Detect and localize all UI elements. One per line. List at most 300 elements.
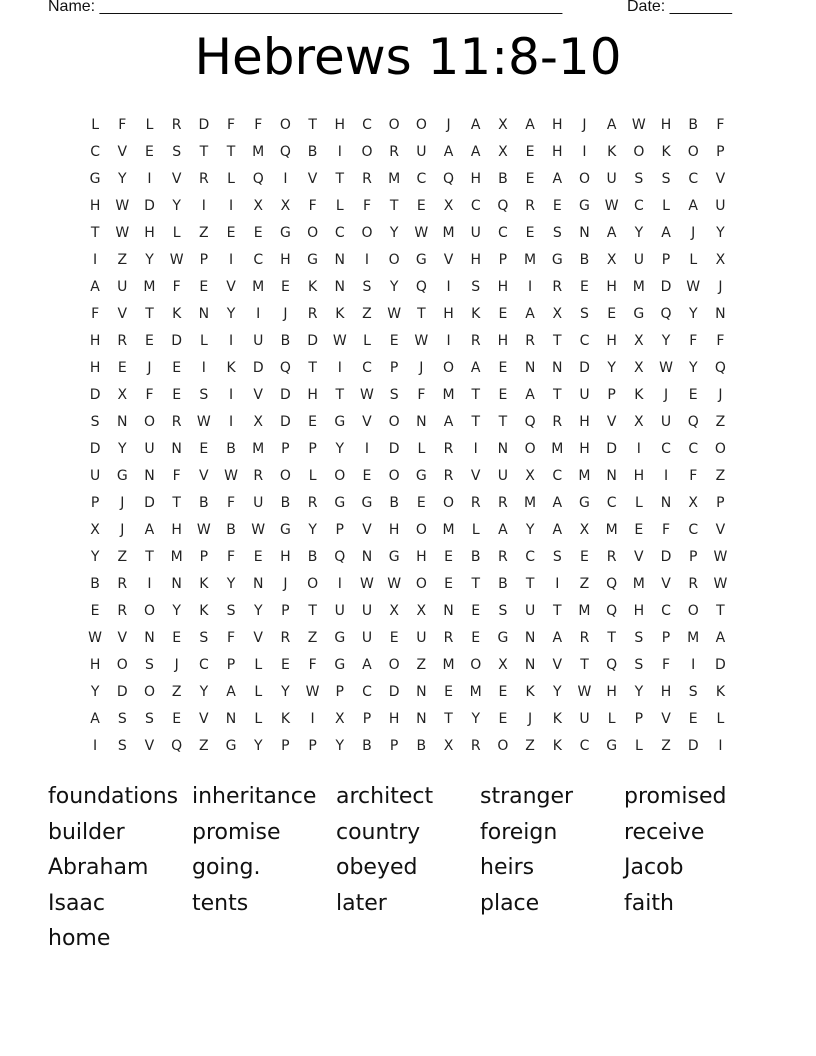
grid-letter[interactable]: A [498, 522, 509, 538]
grid-letter[interactable]: F [172, 279, 182, 295]
grid-letter[interactable]: L [172, 225, 182, 241]
grid-letter[interactable]: V [634, 549, 645, 565]
word-search-grid[interactable] [82, 112, 735, 760]
grid-letter[interactable]: I [364, 441, 371, 457]
grid-letter[interactable]: V [144, 738, 156, 754]
grid-letter[interactable]: E [362, 468, 373, 484]
grid-letter[interactable]: P [498, 252, 509, 268]
grid-letter[interactable]: T [308, 603, 318, 619]
grid-letter[interactable]: X [634, 414, 645, 430]
grid-letter[interactable]: N [252, 576, 265, 592]
grid-letter[interactable]: T [172, 495, 182, 511]
grid-letter[interactable]: H [280, 252, 292, 268]
grid-letter[interactable]: O [388, 414, 401, 430]
grid-letter[interactable]: T [308, 360, 318, 376]
grid-letter[interactable]: Q [334, 549, 347, 565]
grid-letter[interactable]: J [120, 522, 126, 538]
grid-letter[interactable]: O [334, 468, 347, 484]
grid-letter[interactable]: C [362, 684, 373, 700]
grid-letter[interactable]: L [308, 468, 318, 484]
grid-letter[interactable]: T [553, 333, 563, 349]
grid-letter[interactable]: S [580, 306, 590, 322]
grid-letter[interactable]: G [116, 468, 129, 484]
grid-letter[interactable]: E [172, 360, 183, 376]
grid-letter[interactable]: C [606, 495, 618, 511]
grid-letter[interactable]: G [579, 495, 591, 511]
grid-letter[interactable]: G [633, 306, 646, 322]
grid-letter[interactable]: X [416, 603, 428, 619]
grid-letter[interactable]: E [525, 171, 536, 187]
grid-letter[interactable]: H [388, 711, 401, 727]
grid-letter[interactable]: F [254, 117, 264, 133]
grid-letter[interactable]: H [660, 117, 673, 133]
grid-letter[interactable]: F [716, 333, 726, 349]
grid-letter[interactable]: R [525, 333, 536, 349]
grid-letter[interactable]: X [498, 117, 509, 133]
grid-letter[interactable]: M [605, 522, 619, 538]
grid-letter[interactable]: X [334, 711, 346, 727]
grid-letter[interactable]: O [633, 144, 646, 160]
grid-letter[interactable]: H [552, 117, 564, 133]
grid-letter[interactable]: I [93, 738, 99, 754]
grid-letter[interactable]: V [362, 414, 373, 430]
grid-letter[interactable]: P [362, 711, 373, 727]
grid-letter[interactable]: I [636, 441, 642, 457]
grid-letter[interactable]: V [199, 468, 210, 484]
grid-letter[interactable]: I [718, 738, 724, 754]
grid-letter[interactable]: G [334, 495, 347, 511]
grid-letter[interactable]: B [307, 144, 319, 160]
grid-letter[interactable]: N [606, 468, 618, 484]
grid-letter[interactable]: S [688, 684, 699, 700]
grid-letter[interactable]: B [688, 117, 700, 133]
grid-letter[interactable]: P [90, 495, 101, 511]
grid-letter[interactable]: K [552, 711, 563, 727]
grid-letter[interactable]: T [199, 144, 210, 160]
grid-letter[interactable]: G [579, 198, 591, 214]
grid-letter[interactable]: T [335, 387, 346, 403]
grid-letter[interactable]: F [689, 468, 699, 484]
grid-letter[interactable]: K [634, 387, 645, 403]
grid-letter[interactable]: Y [118, 441, 128, 457]
grid-letter[interactable]: J [718, 279, 724, 295]
grid-letter[interactable]: S [226, 603, 237, 619]
grid-letter[interactable]: M [442, 225, 456, 241]
grid-letter[interactable]: F [362, 198, 372, 214]
grid-letter[interactable]: L [634, 738, 644, 754]
grid-letter[interactable]: X [579, 522, 591, 538]
grid-letter[interactable]: D [606, 441, 619, 457]
grid-letter[interactable]: A [470, 144, 482, 160]
grid-letter[interactable]: H [416, 549, 428, 565]
grid-letter[interactable]: A [552, 171, 564, 187]
grid-letter[interactable]: Q [687, 414, 700, 430]
grid-letter[interactable]: Y [199, 684, 210, 700]
grid-letter[interactable]: E [172, 387, 183, 403]
grid-letter[interactable]: R [117, 333, 129, 349]
grid-letter[interactable]: D [89, 441, 102, 457]
grid-letter[interactable]: I [147, 171, 153, 187]
grid-letter[interactable]: H [470, 252, 482, 268]
grid-letter[interactable]: V [226, 279, 237, 295]
grid-letter[interactable]: Q [606, 576, 619, 592]
grid-letter[interactable]: Y [226, 306, 237, 322]
grid-letter[interactable]: S [471, 279, 482, 295]
grid-letter[interactable]: D [579, 360, 591, 376]
grid-letter[interactable]: R [606, 549, 618, 565]
grid-letter[interactable]: U [89, 468, 102, 484]
grid-letter[interactable]: I [93, 252, 99, 268]
grid-letter[interactable]: R [552, 414, 564, 430]
grid-letter[interactable]: F [308, 198, 318, 214]
grid-letter[interactable]: U [606, 171, 618, 187]
grid-letter[interactable]: O [415, 522, 428, 538]
grid-letter[interactable]: V [362, 522, 373, 538]
grid-letter[interactable]: N [524, 657, 537, 673]
grid-letter[interactable]: Q [252, 171, 265, 187]
grid-letter[interactable]: C [525, 549, 536, 565]
grid-letter[interactable]: C [198, 657, 210, 673]
grid-letter[interactable]: T [389, 198, 400, 214]
grid-letter[interactable]: L [607, 711, 617, 727]
grid-letter[interactable]: O [279, 468, 292, 484]
grid-letter[interactable]: J [582, 117, 588, 133]
grid-letter[interactable]: N [171, 441, 183, 457]
grid-letter[interactable]: W [414, 333, 430, 349]
grid-letter[interactable]: R [362, 171, 373, 187]
grid-letter[interactable]: Y [634, 225, 645, 241]
grid-letter[interactable]: Z [117, 549, 129, 565]
grid-letter[interactable]: A [552, 495, 564, 511]
grid-letter[interactable]: R [443, 630, 455, 646]
grid-letter[interactable]: R [171, 414, 183, 430]
grid-letter[interactable]: H [89, 657, 102, 673]
grid-letter[interactable]: I [446, 279, 452, 295]
grid-letter[interactable]: P [389, 360, 400, 376]
grid-letter[interactable]: N [225, 711, 238, 727]
grid-letter[interactable]: Y [253, 738, 264, 754]
grid-letter[interactable]: U [470, 225, 482, 241]
grid-letter[interactable]: Y [308, 522, 318, 538]
grid-letter[interactable]: R [389, 144, 401, 160]
grid-letter[interactable]: K [525, 684, 536, 700]
grid-letter[interactable]: V [552, 657, 564, 673]
grid-letter[interactable]: W [577, 684, 593, 700]
grid-letter[interactable]: Y [90, 684, 101, 700]
grid-letter[interactable]: R [443, 468, 455, 484]
grid-letter[interactable]: S [552, 549, 563, 565]
grid-letter[interactable]: P [199, 549, 210, 565]
grid-letter[interactable]: Y [389, 279, 400, 295]
grid-letter[interactable]: N [198, 306, 211, 322]
grid-letter[interactable]: D [388, 441, 401, 457]
grid-letter[interactable]: I [201, 198, 207, 214]
grid-letter[interactable]: E [444, 684, 454, 700]
grid-letter[interactable]: C [416, 171, 428, 187]
grid-letter[interactable]: C [661, 441, 672, 457]
grid-letter[interactable]: C [334, 225, 346, 241]
grid-letter[interactable]: J [120, 495, 126, 511]
grid-letter[interactable]: P [716, 144, 726, 160]
grid-letter[interactable]: A [661, 225, 672, 241]
grid-letter[interactable]: S [172, 144, 183, 160]
grid-letter[interactable]: I [473, 441, 479, 457]
grid-letter[interactable]: V [117, 306, 129, 322]
grid-letter[interactable]: C [498, 225, 509, 241]
grid-letter[interactable]: W [332, 333, 348, 349]
grid-letter[interactable]: R [307, 495, 319, 511]
grid-letter[interactable]: X [634, 333, 645, 349]
grid-letter[interactable]: X [443, 738, 455, 754]
grid-letter[interactable]: R [525, 198, 536, 214]
grid-letter[interactable]: B [280, 333, 292, 349]
grid-letter[interactable]: X [389, 603, 400, 619]
grid-letter[interactable]: S [145, 657, 155, 673]
grid-letter[interactable]: T [607, 630, 617, 646]
grid-letter[interactable]: F [145, 387, 155, 403]
grid-letter[interactable]: U [660, 414, 673, 430]
grid-letter[interactable]: Q [279, 144, 292, 160]
grid-letter[interactable]: Y [226, 576, 237, 592]
grid-letter[interactable]: I [310, 711, 316, 727]
grid-letter[interactable]: K [172, 306, 183, 322]
grid-letter[interactable]: N [117, 414, 129, 430]
grid-letter[interactable]: K [280, 711, 291, 727]
grid-letter[interactable]: K [308, 279, 319, 295]
grid-letter[interactable]: E [389, 333, 400, 349]
grid-letter[interactable]: T [498, 414, 509, 430]
grid-letter[interactable]: R [688, 576, 700, 592]
grid-letter[interactable]: N [524, 630, 537, 646]
grid-letter[interactable]: M [388, 171, 402, 187]
grid-letter[interactable]: W [115, 198, 131, 214]
grid-letter[interactable]: L [254, 657, 264, 673]
grid-letter[interactable]: E [172, 630, 183, 646]
grid-letter[interactable]: N [334, 279, 347, 295]
grid-letter[interactable]: B [280, 495, 292, 511]
grid-letter[interactable]: Q [497, 198, 510, 214]
grid-letter[interactable]: N [497, 441, 510, 457]
grid-letter[interactable]: C [90, 144, 101, 160]
grid-letter[interactable]: Z [199, 738, 210, 754]
grid-letter[interactable]: Y [688, 306, 699, 322]
grid-letter[interactable]: B [470, 549, 482, 565]
grid-letter[interactable]: P [335, 684, 345, 700]
grid-letter[interactable]: C [688, 522, 700, 538]
grid-letter[interactable]: F [662, 657, 672, 673]
grid-letter[interactable]: K [552, 738, 563, 754]
grid-letter[interactable]: W [88, 630, 104, 646]
grid-letter[interactable]: V [253, 630, 264, 646]
grid-letter[interactable]: L [471, 522, 481, 538]
grid-letter[interactable]: R [579, 630, 591, 646]
grid-letter[interactable]: T [417, 306, 427, 322]
grid-letter[interactable]: K [335, 306, 346, 322]
grid-letter[interactable]: O [497, 738, 510, 754]
grid-letter[interactable]: I [446, 333, 452, 349]
grid-letter[interactable]: O [279, 117, 292, 133]
grid-letter[interactable]: W [251, 522, 267, 538]
grid-letter[interactable]: S [389, 387, 400, 403]
grid-letter[interactable]: I [663, 468, 670, 484]
grid-letter[interactable]: Y [281, 684, 291, 700]
grid-letter[interactable]: W [360, 387, 375, 403]
grid-letter[interactable]: E [416, 495, 427, 511]
grid-letter[interactable]: A [443, 414, 455, 430]
grid-letter[interactable]: I [147, 576, 153, 592]
grid-letter[interactable]: W [686, 279, 702, 295]
grid-letter[interactable]: E [688, 711, 699, 727]
grid-letter[interactable]: S [117, 738, 128, 754]
grid-letter[interactable]: F [308, 657, 318, 673]
grid-letter[interactable]: B [199, 495, 210, 511]
grid-letter[interactable]: P [688, 549, 699, 565]
grid-letter[interactable]: U [579, 387, 591, 403]
grid-letter[interactable]: E [90, 603, 101, 619]
grid-letter[interactable]: E [471, 630, 482, 646]
grid-letter[interactable]: Y [172, 198, 182, 214]
grid-letter[interactable]: F [172, 468, 182, 484]
grid-letter[interactable]: E [498, 360, 509, 376]
grid-letter[interactable]: R [307, 306, 319, 322]
grid-letter[interactable]: T [308, 117, 318, 133]
grid-letter[interactable]: O [470, 657, 483, 673]
grid-letter[interactable]: I [555, 576, 561, 592]
grid-letter[interactable]: I [201, 360, 207, 376]
grid-letter[interactable]: N [416, 711, 428, 727]
grid-letter[interactable]: A [443, 144, 455, 160]
grid-letter[interactable]: N [660, 495, 673, 511]
grid-letter[interactable]: O [388, 468, 401, 484]
grid-letter[interactable]: G [415, 252, 428, 268]
grid-letter[interactable]: P [281, 738, 291, 754]
grid-letter[interactable]: W [115, 225, 131, 241]
grid-letter[interactable]: G [361, 495, 374, 511]
grid-letter[interactable]: G [415, 468, 428, 484]
grid-letter[interactable]: F [227, 117, 237, 133]
grid-letter[interactable]: X [443, 198, 455, 214]
grid-letter[interactable]: F [417, 387, 427, 403]
grid-letter[interactable]: I [337, 360, 343, 376]
grid-letter[interactable]: V [661, 576, 672, 592]
grid-letter[interactable]: O [143, 684, 156, 700]
grid-letter[interactable]: C [579, 333, 591, 349]
grid-letter[interactable]: L [689, 252, 699, 268]
grid-letter[interactable]: N [524, 360, 537, 376]
grid-letter[interactable]: H [89, 360, 102, 376]
grid-letter[interactable]: X [90, 522, 101, 538]
grid-letter[interactable]: P [199, 252, 210, 268]
grid-letter[interactable]: Z [117, 252, 129, 268]
grid-letter[interactable]: D [198, 117, 211, 133]
grid-letter[interactable]: X [253, 198, 265, 214]
grid-letter[interactable]: E [634, 522, 645, 538]
grid-letter[interactable]: U [579, 711, 591, 727]
grid-letter[interactable]: V [171, 171, 183, 187]
name-field[interactable]: Name: ____________________________________________________ [48, 0, 563, 15]
grid-letter[interactable]: O [388, 657, 401, 673]
grid-letter[interactable]: W [387, 576, 403, 592]
grid-letter[interactable]: A [90, 711, 101, 727]
grid-letter[interactable]: G [89, 171, 102, 187]
grid-letter[interactable]: J [283, 306, 289, 322]
grid-letter[interactable]: G [388, 549, 401, 565]
grid-letter[interactable]: U [416, 144, 428, 160]
grid-letter[interactable]: M [252, 441, 266, 457]
grid-letter[interactable]: N [416, 414, 428, 430]
grid-letter[interactable]: H [497, 279, 510, 295]
grid-letter[interactable]: U [361, 603, 374, 619]
grid-letter[interactable]: G [307, 252, 320, 268]
grid-letter[interactable]: R [470, 333, 482, 349]
grid-letter[interactable]: H [552, 144, 564, 160]
grid-letter[interactable]: X [525, 468, 536, 484]
grid-letter[interactable]: E [580, 279, 590, 295]
grid-letter[interactable]: A [144, 522, 156, 538]
grid-letter[interactable]: N [144, 630, 156, 646]
grid-letter[interactable]: X [498, 657, 509, 673]
grid-letter[interactable]: C [688, 441, 700, 457]
grid-letter[interactable]: D [715, 657, 727, 673]
grid-letter[interactable]: M [252, 279, 266, 295]
grid-letter[interactable]: N [443, 603, 455, 619]
grid-letter[interactable]: O [415, 576, 428, 592]
grid-letter[interactable]: T [580, 657, 590, 673]
grid-letter[interactable]: H [307, 387, 319, 403]
grid-letter[interactable]: F [118, 117, 128, 133]
grid-letter[interactable]: F [227, 630, 237, 646]
grid-letter[interactable]: J [663, 387, 670, 403]
grid-letter[interactable]: E [688, 387, 699, 403]
grid-letter[interactable]: H [633, 603, 646, 619]
grid-letter[interactable]: B [498, 171, 509, 187]
grid-letter[interactable]: G [279, 522, 292, 538]
grid-letter[interactable]: Q [279, 360, 292, 376]
grid-letter[interactable]: M [551, 441, 565, 457]
grid-letter[interactable]: O [687, 144, 700, 160]
grid-letter[interactable]: C [362, 360, 373, 376]
grid-letter[interactable]: C [552, 468, 564, 484]
grid-letter[interactable]: Y [145, 252, 155, 268]
grid-letter[interactable]: L [199, 333, 209, 349]
grid-letter[interactable]: V [117, 630, 129, 646]
grid-letter[interactable]: L [254, 684, 264, 700]
grid-letter[interactable]: A [552, 630, 564, 646]
grid-letter[interactable]: M [442, 657, 456, 673]
grid-letter[interactable]: S [362, 279, 373, 295]
grid-letter[interactable]: X [117, 387, 129, 403]
grid-letter[interactable]: U [253, 333, 265, 349]
grid-letter[interactable]: U [416, 630, 428, 646]
grid-letter[interactable]: L [91, 117, 100, 133]
grid-letter[interactable]: J [691, 225, 697, 241]
grid-letter[interactable]: Z [715, 468, 727, 484]
grid-letter[interactable]: S [199, 387, 210, 403]
grid-letter[interactable]: Y [118, 171, 128, 187]
grid-letter[interactable]: A [715, 630, 727, 646]
grid-letter[interactable]: N [361, 549, 374, 565]
grid-letter[interactable]: P [634, 711, 645, 727]
grid-letter[interactable]: E [145, 333, 155, 349]
grid-letter[interactable]: X [498, 144, 509, 160]
grid-letter[interactable]: T [145, 549, 155, 565]
grid-letter[interactable]: W [360, 576, 375, 592]
grid-letter[interactable]: B [389, 495, 400, 511]
grid-letter[interactable]: N [334, 252, 347, 268]
grid-letter[interactable]: A [688, 198, 699, 214]
grid-letter[interactable]: Z [307, 630, 319, 646]
grid-letter[interactable]: O [443, 360, 456, 376]
